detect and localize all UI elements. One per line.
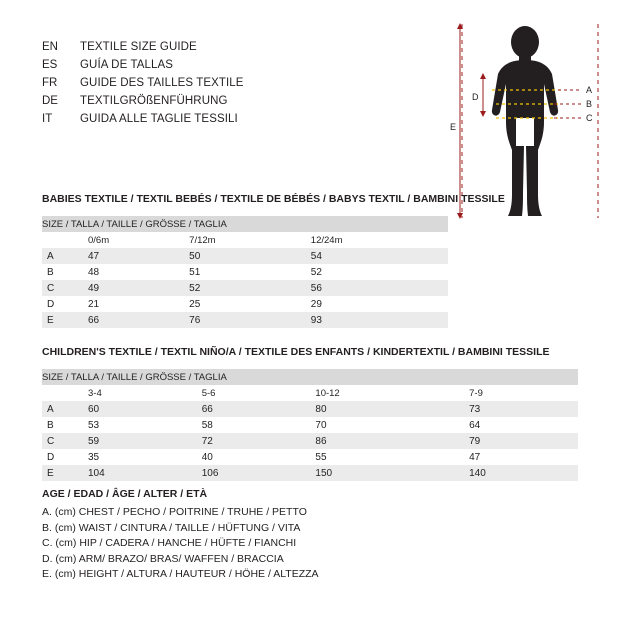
column-header: 7/12m — [184, 232, 306, 248]
table-row — [42, 449, 578, 465]
language-text: GUIDA ALLE TAGLIE TESSILI — [80, 113, 238, 125]
cell-value: 140 — [464, 465, 578, 481]
cell-value: 29 — [306, 296, 448, 312]
cell-value: 79 — [464, 433, 578, 449]
language-code: ES — [42, 59, 58, 71]
cell-value: 70 — [310, 417, 464, 433]
row-label: D — [42, 449, 83, 465]
table-row — [42, 401, 578, 417]
cell-value: 58 — [197, 417, 311, 433]
row-label: B — [42, 264, 83, 280]
table-row — [42, 433, 578, 449]
cell-value: 64 — [464, 417, 578, 433]
column-blank — [42, 232, 83, 248]
cell-value: 86 — [310, 433, 464, 449]
figure-label-e: E — [450, 122, 457, 132]
cell-value: 54 — [306, 248, 448, 264]
table-row — [42, 248, 448, 264]
language-text: TEXTILE SIZE GUIDE — [80, 41, 197, 53]
figure-label-c: C — [586, 113, 593, 123]
figure-label-a: A — [586, 85, 593, 95]
language-row-it — [42, 110, 362, 128]
cell-value: 35 — [83, 449, 197, 465]
cell-value: 53 — [83, 417, 197, 433]
row-label: A — [42, 248, 83, 264]
table-header-row — [42, 369, 578, 385]
table-row — [42, 465, 578, 481]
language-row-fr — [42, 74, 362, 92]
legend-title: AGE / EDAD / ÂGE / ALTER / ETÀ — [42, 488, 208, 500]
column-blank — [42, 385, 83, 401]
column-header: 5-6 — [197, 385, 311, 401]
cell-value: 59 — [83, 433, 197, 449]
row-label: A — [42, 401, 83, 417]
column-header: 12/24m — [306, 232, 448, 248]
cell-value: 50 — [184, 248, 306, 264]
table-row — [42, 296, 448, 312]
body-figure — [450, 18, 610, 238]
legend-line-a: A. (cm) CHEST / PECHO / POITRINE / TRUHE / PETTO — [42, 506, 307, 518]
cell-value: 72 — [197, 433, 311, 449]
row-label: C — [42, 280, 83, 296]
cell-value: 93 — [306, 312, 448, 328]
row-label: D — [42, 296, 83, 312]
cell-value: 40 — [197, 449, 311, 465]
cell-value: 47 — [464, 449, 578, 465]
children-size-table — [42, 369, 578, 481]
cell-value: 76 — [184, 312, 306, 328]
language-row-de — [42, 92, 362, 110]
language-text: GUIDE DES TAILLES TEXTILE — [80, 77, 244, 89]
table-row — [42, 280, 448, 296]
row-label: C — [42, 433, 83, 449]
size-header-label: SIZE / TALLA / TAILLE / GRÖSSE / TAGLIA — [42, 369, 578, 385]
cell-value: 66 — [197, 401, 311, 417]
row-label: B — [42, 417, 83, 433]
table-column-row — [42, 232, 448, 248]
cell-value: 66 — [83, 312, 184, 328]
legend-line-c: C. (cm) HIP / CADERA / HANCHE / HÜFTE / FIANCHI — [42, 537, 297, 549]
language-text: TEXTILGRÖßENFÜHRUNG — [80, 95, 228, 107]
babies-size-table — [42, 216, 448, 328]
table-row — [42, 417, 578, 433]
table-row — [42, 264, 448, 280]
row-label: E — [42, 312, 83, 328]
cell-value: 104 — [83, 465, 197, 481]
table-row — [42, 312, 448, 328]
cell-value: 80 — [310, 401, 464, 417]
language-text: GUÍA DE TALLAS — [80, 59, 174, 71]
cell-value: 150 — [310, 465, 464, 481]
row-label: E — [42, 465, 83, 481]
size-header-label: SIZE / TALLA / TAILLE / GRÖSSE / TAGLIA — [42, 216, 448, 232]
cell-value: 47 — [83, 248, 184, 264]
column-header: 7-9 — [464, 385, 578, 401]
language-code: DE — [42, 95, 58, 107]
table-column-row — [42, 385, 578, 401]
cell-value: 21 — [83, 296, 184, 312]
table-header-row — [42, 216, 448, 232]
children-section-title: CHILDREN'S TEXTILE / TEXTIL NIÑO/A / TEXTILE DES ENFANTS / KINDERTEXTIL / BAMBINI TESSILE — [42, 346, 550, 358]
cell-value: 51 — [184, 264, 306, 280]
column-header: 0/6m — [83, 232, 184, 248]
cell-value: 52 — [306, 264, 448, 280]
child-silhouette — [492, 26, 558, 216]
legend-line-e: E. (cm) HEIGHT / ALTURA / HAUTEUR / HÖHE / ALTEZZA — [42, 568, 319, 580]
figure-label-d: D — [472, 92, 479, 102]
legend-block — [42, 488, 522, 583]
cell-value: 73 — [464, 401, 578, 417]
cell-value: 48 — [83, 264, 184, 280]
cell-value: 106 — [197, 465, 311, 481]
language-row-en — [42, 38, 362, 56]
legend-line-b: B. (cm) WAIST / CINTURA / TAILLE / HÜFTUNG / VITA — [42, 521, 301, 534]
language-code: IT — [42, 113, 53, 125]
language-list — [42, 38, 362, 128]
cell-value: 55 — [310, 449, 464, 465]
legend-line-d: D. (cm) ARM/ BRAZO/ BRAS/ WAFFEN / BRACCIA — [42, 552, 284, 565]
cell-value: 25 — [184, 296, 306, 312]
cell-value: 56 — [306, 280, 448, 296]
column-header: 10-12 — [310, 385, 464, 401]
column-header: 3-4 — [83, 385, 197, 401]
figure-label-b: B — [586, 99, 593, 109]
cell-value: 49 — [83, 280, 184, 296]
babies-section-title: BABIES TEXTILE / TEXTIL BEBÉS / TEXTILE DE BÉBÉS / BABYS TEXTIL / BAMBINI TESSILE — [42, 193, 505, 205]
cell-value: 52 — [184, 280, 306, 296]
language-row-es — [42, 56, 362, 74]
cell-value: 60 — [83, 401, 197, 417]
language-code: FR — [42, 77, 58, 89]
language-code: EN — [42, 41, 58, 53]
